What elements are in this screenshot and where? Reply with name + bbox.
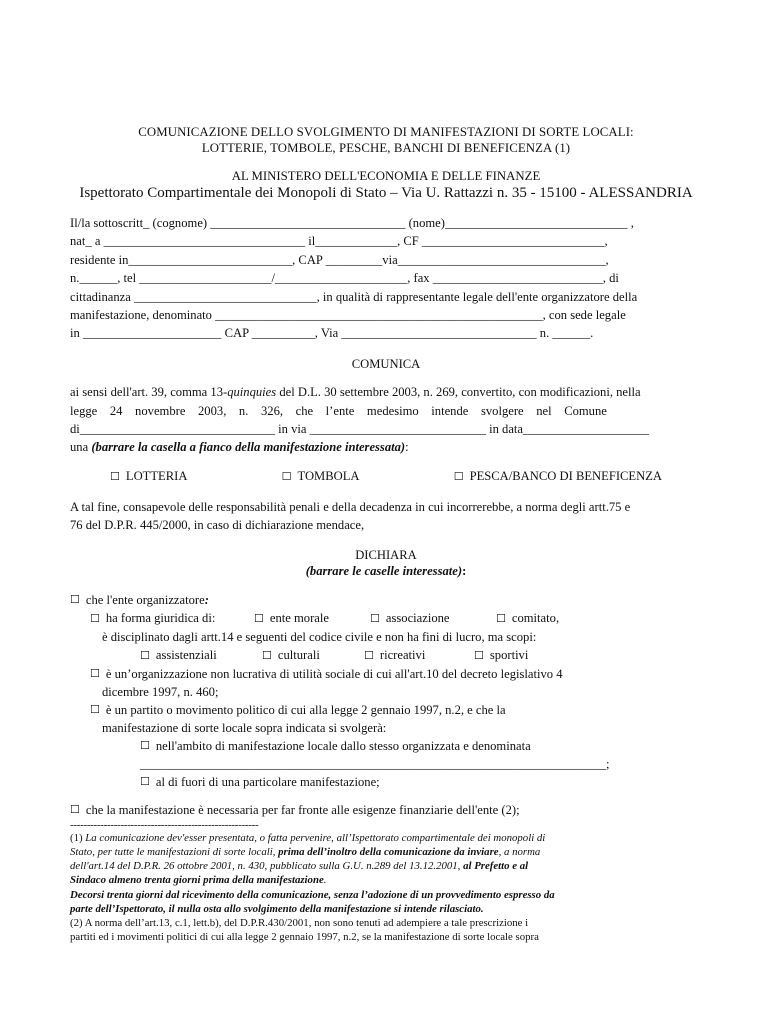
option-label: comitato, [511, 610, 560, 625]
footnote-1-line-6: parte dell’Ispettorato, il nulla osta allo svolgimento della manifestazione si intende rilasciato. [70, 902, 484, 915]
option-comitato[interactable] [496, 609, 559, 628]
consapevole-line-2: 76 del D.P.R. 445/2000, in caso di dichiarazione mendace, [70, 518, 365, 533]
dichiara-items [70, 591, 702, 819]
checkbox-icon[interactable]: ☐ [364, 648, 374, 662]
footnotes [70, 831, 702, 945]
checkbox-icon[interactable]: ☐ [140, 648, 150, 662]
option-label: ricreativi [379, 647, 426, 662]
comunica-text: : [405, 440, 409, 455]
partito-text: è un partito o movimento politico di cui alla legge 2 gennaio 1997, n.2, e che la [105, 702, 506, 717]
partito-line-2: manifestazione di sorte locale sopra indicata si svolgerà: [102, 720, 387, 735]
checkbox-icon[interactable]: ☐ [281, 469, 292, 483]
checkbox-icon[interactable]: ☐ [254, 611, 264, 625]
option-pesca[interactable] [454, 467, 662, 486]
checkbox-icon[interactable]: ☐ [70, 592, 80, 606]
footnote-text: La comunicazione dev'esser presentata, o fatta pervenire, all’Ispettorato compartimentale dei monopoli di [85, 831, 546, 844]
consapevole-line-1: A tal fine, consapevole delle responsabilità penali e della decadenza in cui incorrerebbe, a norma degli artt.75 e [70, 499, 631, 514]
recipient-block [70, 168, 702, 202]
option-associazione[interactable] [370, 609, 496, 628]
form-line-seat[interactable]: in ______________________ CAP __________, Via _______________________________ n. ______. [70, 326, 594, 341]
recipient-ministry: AL MINISTERO DELL'ECONOMIA E DELLE FINANZE [231, 169, 541, 183]
checkbox-icon[interactable]: ☐ [90, 611, 100, 625]
item-colon: : [204, 592, 209, 607]
footnote-emphasis: al Prefetto e al [463, 860, 529, 873]
form-line-citizenship[interactable]: cittadinanza _____________________________, in qualità di rappresentante legale dell'ente organizzatore della [70, 289, 638, 304]
item-ambito[interactable] [70, 737, 702, 755]
checkbox-icon[interactable]: ☐ [140, 774, 150, 788]
checkbox-icon[interactable]: ☐ [110, 469, 120, 483]
comunica-line-2: legge 24 novembre 2003, n. 326, che l’ente medesimo intende svolgere nel Comune [70, 403, 607, 418]
form-line-birth[interactable]: nat_ a ________________________________ il_____________, CF _____________________________, [70, 234, 608, 249]
checkbox-icon[interactable]: ☐ [453, 469, 464, 483]
item-esigenze-finanziarie[interactable] [70, 801, 702, 819]
footnote-1-line-3 [70, 859, 702, 873]
comunica-text: del D.L. 30 settembre 2003, n. 269, convertito, con modificazioni, nella [276, 385, 641, 400]
item-partito[interactable] [70, 701, 702, 719]
option-label: ente morale [269, 610, 329, 625]
comunica-line-4 [70, 438, 702, 456]
dichiara-instruction: (barrare le caselle interessate) [305, 563, 463, 578]
fuori-text: al di fuori di una particolare manifestazione; [155, 774, 380, 789]
footnote-text: Stato, per tutte le manifestazioni di sorte locali, [70, 845, 279, 858]
checkbox-icon[interactable]: ☐ [70, 802, 80, 816]
footnote-emphasis: prima dell’inoltro della comunicazione da inviare [278, 845, 499, 858]
onlus-line-2: dicembre 1997, n. 460; [102, 684, 219, 699]
ambito-text: nell'ambito di manifestazione locale dallo stesso organizzata e denominata [155, 738, 531, 753]
dichiara-heading-block [70, 547, 702, 579]
comunica-line-3[interactable]: di_______________________________ in via ____________________________ in data____________________ [70, 422, 649, 437]
footnote-2-line-1: (2) A norma dell’art.13, c.1, lett.b), del D.P.R.430/2001, non sono tenuti ad adempiere a tale prescrizione i [70, 916, 529, 929]
footnote-text: , a norma [498, 845, 541, 858]
option-label: TOMBOLA [297, 468, 360, 483]
dichiara-heading: DICHIARA [355, 547, 417, 562]
comunica-text: una [70, 440, 92, 455]
comunica-body [70, 383, 702, 457]
checkbox-icon[interactable]: ☐ [90, 666, 100, 680]
ambito-fill-line[interactable]: __________________________________________________________________________; [140, 756, 610, 771]
footnote-number: (1) [70, 831, 86, 844]
forma-giuridica-row [70, 609, 702, 628]
checkbox-icon[interactable]: ☐ [90, 702, 100, 716]
forma-label: ha forma giuridica di: [105, 610, 216, 625]
option-label: associazione [385, 610, 450, 625]
footnote-text: . [323, 874, 327, 887]
checkbox-icon[interactable]: ☐ [496, 611, 506, 625]
comunica-instruction: (barrare la casella a fianco della manifestazione interessata) [91, 440, 406, 455]
option-label: assistenziali [155, 647, 217, 662]
checkbox-icon[interactable]: ☐ [262, 648, 272, 662]
form-line-phone[interactable]: n.______, tel _____________________/_____________________, fax ___________________________, di [70, 271, 619, 286]
disciplinato-line: è disciplinato dagli artt.14 e seguenti del codice civile e non ha fini di lucro, ma scopi: [102, 629, 537, 644]
footnote-emphasis: Sindaco almeno trenta giorni prima della manifestazione [70, 874, 324, 887]
comunica-heading: COMUNICA [351, 356, 421, 371]
item-label: che l'ente organizzatore [85, 592, 205, 607]
checkbox-icon[interactable]: ☐ [370, 611, 380, 625]
declarant-form [70, 214, 702, 343]
footnote-1-line-4 [70, 873, 702, 887]
comunica-line-1 [70, 383, 702, 401]
footnote-1-line-2 [70, 845, 702, 859]
item-fuori[interactable] [70, 773, 702, 791]
onlus-text: è un’organizzazione non lucrativa di utilità sociale di cui all'art.10 del decreto legislativo 4 [105, 666, 563, 681]
option-sportivi[interactable] [474, 646, 528, 665]
document-title [70, 124, 702, 156]
comunica-text: ai sensi dell'art. 39, comma 13- [70, 385, 228, 400]
scopi-row [70, 646, 702, 665]
option-label: culturali [277, 647, 320, 662]
title-line-2: LOTTERIE, TOMBOLE, PESCHE, BANCHI DI BENEFICENZA (1) [201, 141, 571, 155]
option-ricreativi[interactable] [364, 646, 474, 665]
option-label: sportivi [489, 647, 529, 662]
option-tombola[interactable] [282, 467, 360, 486]
item-onlus[interactable] [70, 665, 702, 683]
form-line-name[interactable]: Il/la sottoscritt_ (cognome) _______________________________ (nome)_____________________________ , [70, 216, 634, 230]
item-ente-organizzatore[interactable] [70, 591, 702, 609]
footnote-separator: -------------------------------------------------------- [70, 818, 259, 831]
checkbox-icon[interactable]: ☐ [474, 648, 484, 662]
checkbox-icon[interactable]: ☐ [140, 738, 150, 752]
dichiara-subheading [70, 563, 702, 579]
form-line-residence[interactable]: residente in__________________________, CAP _________via_________________________________, [70, 252, 609, 267]
option-label: LOTTERIA [125, 468, 188, 483]
item-label: che la manifestazione è necessaria per far fronte alle esigenze finanziarie dell'ente (2); [85, 802, 520, 817]
option-label: PESCA/BANCO DI BENEFICENZA [469, 468, 662, 483]
footnote-1-line-5: Decorsi trenta giorni dal ricevimento della comunicazione, senza l’adozione di un provvedimento espresso da [70, 888, 555, 901]
form-line-denomination[interactable]: manifestazione, denominato ____________________________________________________, con sede legale [70, 308, 626, 323]
manifestation-type-options [70, 467, 702, 486]
forma-giuridica[interactable] [90, 609, 254, 628]
option-assistenziali[interactable] [140, 646, 262, 665]
option-lotteria[interactable] [110, 467, 187, 486]
document-page [70, 124, 702, 944]
recipient-office: Ispettorato Compartimentale dei Monopoli di Stato – Via U. Rattazzi n. 35 - 15100 - ALESSANDRIA [79, 185, 693, 201]
footnote-1-line-1 [70, 831, 702, 845]
footnote-2-line-2: partiti ed i movimenti politici di cui alla legge 2 gennaio 1997, n.2, se la manifestazione di sorte locale sopra [70, 931, 539, 944]
option-culturali[interactable] [262, 646, 364, 665]
title-line-1: COMUNICAZIONE DELLO SVOLGIMENTO DI MANIFESTAZIONI DI SORTE LOCALI: [138, 125, 634, 139]
footnote-text: dell'art.14 del D.P.R. 26 ottobre 2001, n. 430, pubblicato sulla G.U. n.289 del 13.12.2001, [70, 860, 464, 873]
consapevole-paragraph [70, 498, 702, 535]
dichiara-colon: : [462, 563, 467, 578]
comunica-quinquies: quinquies [227, 385, 277, 400]
option-ente-morale[interactable] [254, 609, 370, 628]
